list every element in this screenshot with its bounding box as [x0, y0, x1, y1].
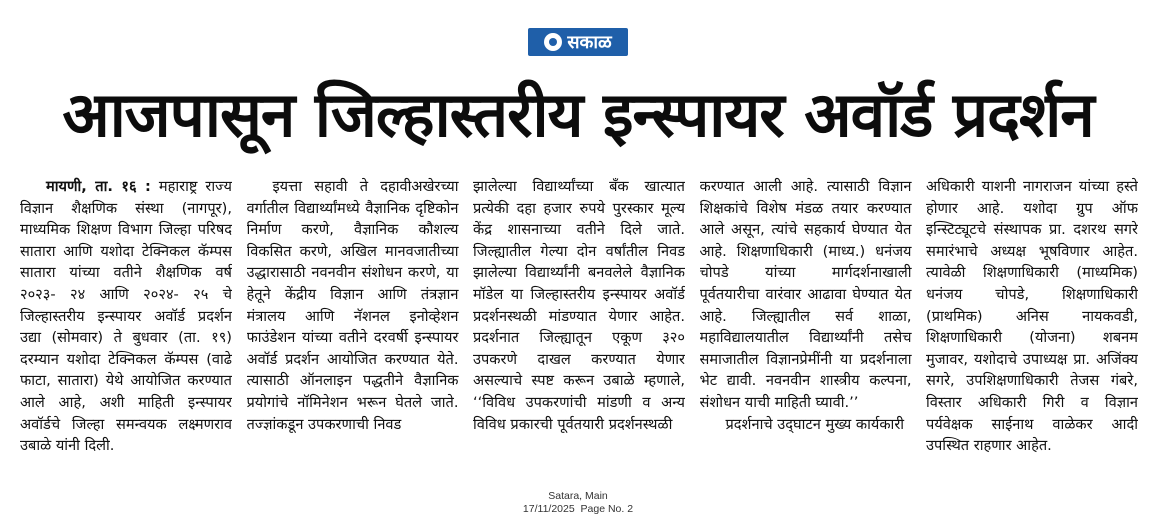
article-body [20, 176, 1138, 492]
article-column-2 [247, 176, 459, 492]
article-paragraph [473, 176, 685, 435]
page-footer [0, 490, 1156, 516]
article-headline: आजपासून जिल्हास्तरीय इन्स्पायर अवॉर्ड प्रदर्शन [62, 78, 1094, 151]
edition-label: Satara, Main [548, 490, 608, 502]
article-dateline: मायणी, ता. १६ : [46, 178, 151, 195]
logo-text: सकाळ [567, 32, 612, 53]
article-paragraph [700, 176, 912, 414]
article-paragraph [247, 176, 459, 435]
article-text: अधिकारी याशनी नागराजन यांच्या हस्ते होणार आहे. यशोदा ग्रुप ऑफ इन्स्टिट्यूटचे संस्थापक प्रा. दशरथ सगरे समारंभाचे अध्यक्ष भूषविणार आहेत. त्यावेळी शिक्षणाधिकारी (माध्यमिक) धनंजय चोपडे, शिक्षणाधिकारी (प्राथमिक) अनिस नायकवडी, शिक्षणाधिकारी (योजना) शबनम मुजावर, यशोदाचे उपाध्यक्ष प्रा. अजिंक्य सगरे, उपशिक्षणाधिकारी तेजस गंबरे, विस्तार अधिकारी गिरी व विज्ञान पर्यवेक्षक साईनाथ वाळेकर आदी उपस्थित राहणार आहेत. [926, 178, 1138, 455]
article-paragraph [20, 176, 232, 457]
article-paragraph [700, 414, 912, 436]
article-column-3 [473, 176, 685, 492]
article-column-1 [20, 176, 232, 492]
date-page-label: 17/11/2025 Page No. 2 [522, 503, 634, 515]
article-text: इयत्ता सहावी ते दहावीअखेरच्या वर्गातील विद्यार्थ्यांमध्ये वैज्ञानिक दृष्टिकोन निर्माण करणे, वैज्ञानिक कौशल्य विकसित करणे, अखिल मानवजातीच्या उद्धारासाठी नवनवीन संशोधन करणे, या हेतूने केंद्रीय विज्ञान आणि तंत्रज्ञान मंत्रालय आणि नॅशनल इनोव्हेशन फाउंडेशन यांच्या वतीने दरवर्षी इन्स्पायर अवॉर्ड प्रदर्शन आयोजित करण्यात येते. त्यासाठी ऑनलाइन पद्धतीने वैज्ञानिक प्रयोगांचे नॉमिनेशन भरून घेतले जाते. तज्ज्ञांकडून उपकरणाची निवड [246, 178, 459, 433]
logo-emblem-icon [544, 33, 562, 51]
article-column-4 [700, 176, 912, 492]
article-column-5 [926, 176, 1138, 492]
article-text: करण्यात आली आहे. त्यासाठी विज्ञान शिक्षकांचे विशेष मंडळ तयार करण्यात आले असून, त्यांचे सहकार्य घेण्यात येत आहे. शिक्षणाधिकारी (माध्य.) धनंजय चोपडे यांच्या मार्गदर्शनाखाली पूर्वतयारीचा वारंवार आढावा घेण्यात येत आहे. जिल्ह्यातील सर्व शाळा, महाविद्यालयातील विद्यार्थ्यांनी तसेच समाजातील विज्ञानप्रेमींनी या प्रदर्शनाला भेट द्यावी. नवनवीन शास्त्रीय कल्पना, संशोधन याची माहिती घ्यावी.’’ [699, 178, 912, 411]
article-text: महाराष्ट्र राज्य विज्ञान शैक्षणिक संस्था (नागपूर), माध्यमिक शिक्षण विभाग जिल्हा परिषद सातारा आणि यशोदा टेक्निकल कॅम्पस सातारा यांच्या वतीने शैक्षणिक वर्ष २०२३- २४ आणि २०२४- २५ चे जिल्हास्तरीय इन्स्पायर अवॉर्ड प्रदर्शन उद्या (सोमवार) ते बुधवार (ता. १९) दरम्यान यशोदा टेक्निकल कॅम्पस (वाढे फाटा, सातारा) येथे आयोजित करण्यात आले आहे, अशी माहिती इन्स्पायर अवॉर्डचे जिल्हा समन्वयक लक्ष्मणराव उबाळे यांनी दिली. [20, 178, 232, 455]
article-text: प्रदर्शनाचे उद्‌घाटन मुख्य कार्यकारी [725, 415, 905, 433]
sakal-logo [528, 28, 628, 56]
article-paragraph [926, 176, 1138, 457]
article-text: झालेल्या विद्यार्थ्यांच्या बँक खात्यात प्रत्येकी दहा हजार रुपये पुरस्कार मूल्य केंद्र शासनाच्या वतीने दिले जाते. जिल्ह्यातील गेल्या दोन वर्षांतील निवड झालेल्या विद्यार्थ्यांनी बनवलेले वैज्ञानिक मॉडेल या जिल्हास्तरीय इन्स्पायर अवॉर्ड प्रदर्शनस्थळी मांडण्यात येणार आहेत. प्रदर्शनात जिल्ह्यातून एकूण ३२० उपकरणे दाखल करण्यात येणार असल्याचे स्पष्ट करून उबाळे म्हणाले, ‘‘विविध उपकरणांची मांडणी व अन्य विविध प्रकारची पूर्वतयारी प्रदर्शनस्थळी [473, 178, 685, 433]
